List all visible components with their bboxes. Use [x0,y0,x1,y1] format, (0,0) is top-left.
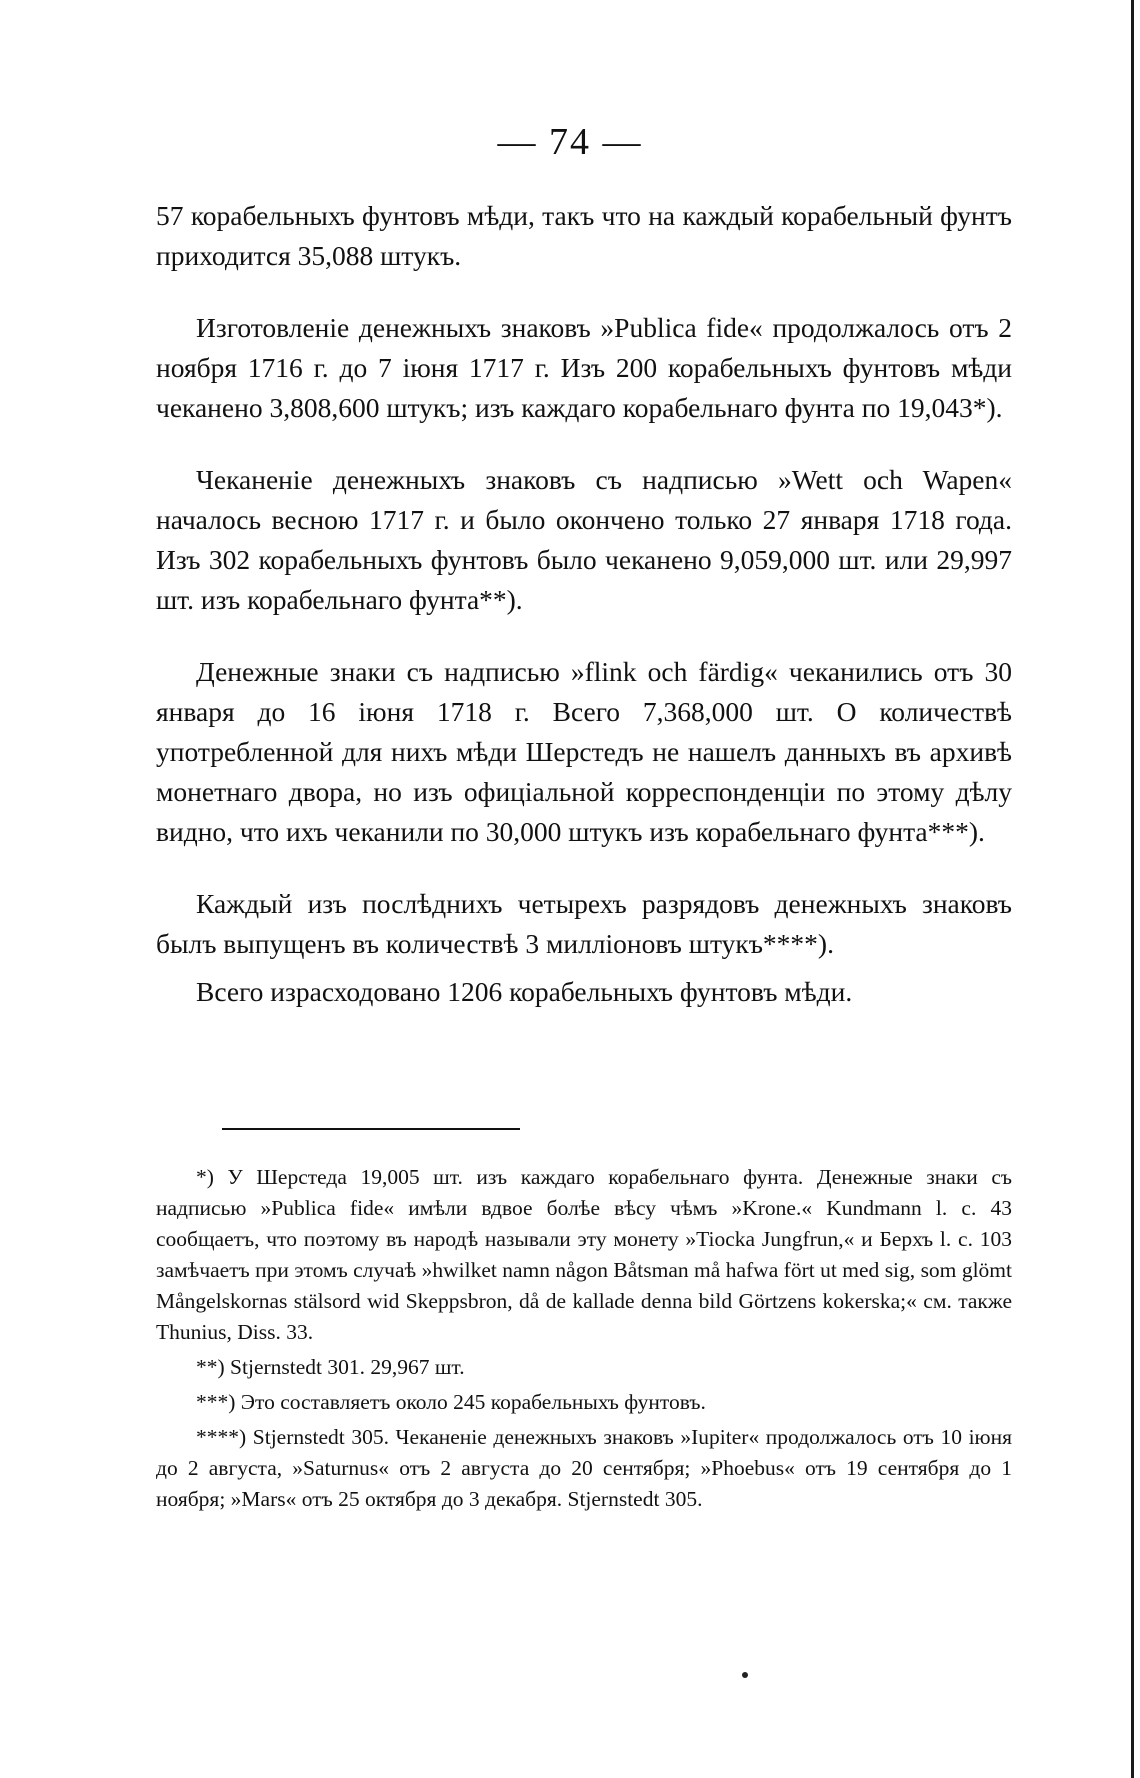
footnote: *) У Шерстеда 19,005 шт. изъ каждаго корабельнаго фунта. Денежные знаки съ надписью »Publica fide« имѣли вдвое болѣе вѣсу чѣмъ »Krone.« Kundmann l. c. 43 сообщаетъ, что поэтому въ народѣ называли эту монету »Tiocka Jungfrun,« и Берхъ l. c. 103 замѣчаетъ при этомъ случаѣ »hwilket namn någon Båtsman må hafwa fört ut med sig, som glömt Mångelskornas stälsord wid Skeppsbron, då de kallade denna bild Görtzens kokerska;« см. также Thunius, Diss. 33. [156,1165,1012,1344]
page-edge-line [1131,0,1134,1778]
paragraph: Денежные знаки съ надписью »flink och färdig« чеканились отъ 30 января до 16 іюня 1718 г. Всего 7,368,000 шт. О количествѣ употребленной для нихъ мѣди Шерстедъ не нашелъ данныхъ въ архивѣ монетнаго двора, но изъ офиціальной корреспонденціи по этому дѣлу видно, что ихъ чеканили по 30,000 штукъ изъ корабельнаго фунта***). [156,656,1012,847]
paragraph: Всего израсходовано 1206 корабельныхъ фунтовъ мѣди. [196,976,853,1007]
paragraph: 57 корабельныхъ фунтовъ мѣди, такъ что на каждый корабельный фунтъ приходится 35,088 штукъ. [156,200,1012,271]
paragraph: Чеканеніе денежныхъ знаковъ съ надписью »Wett och Wapen« началось весною 1717 г. и было окончено только 27 января 1718 года. Изъ 302 корабельныхъ фунтовъ было чеканено 9,059,000 шт. или 29,997 шт. изъ корабельнаго фунта**). [156,464,1012,615]
main-text [156,196,1012,1044]
paragraph: Каждый изъ послѣднихъ четырехъ разрядовъ денежныхъ знаковъ былъ выпущенъ въ количествѣ 3 милліоновъ штукъ****). [156,888,1012,959]
footnotes [156,1162,1012,1519]
paragraph: Изготовленіе денежныхъ знаковъ »Publica fide« продолжалось отъ 2 ноября 1716 г. до 7 іюня 1717 г. Изъ 200 корабельныхъ фунтовъ мѣди чеканено 3,808,600 штукъ; изъ каждаго корабельнаго фунта по 19,043*). [156,312,1012,423]
footnote: ****) Stjernstedt 305. Чеканеніе денежныхъ знаковъ »Iupiter« продолжалось отъ 10 іюня до 2 августа, »Saturnus« отъ 2 августа до 20 сентября; »Phoebus« отъ 19 сентября до 1 ноября; »Mars« отъ 25 октября до 3 декабря. Stjernstedt 305. [156,1425,1012,1511]
footnote: **) Stjernstedt 301. 29,967 шт. [196,1355,465,1379]
footnote-divider [222,1128,520,1130]
footnote: ***) Это составляетъ около 245 корабельныхъ фунтовъ. [196,1390,706,1414]
page-number: — 74 — [497,121,643,163]
stray-dot [742,1672,748,1678]
